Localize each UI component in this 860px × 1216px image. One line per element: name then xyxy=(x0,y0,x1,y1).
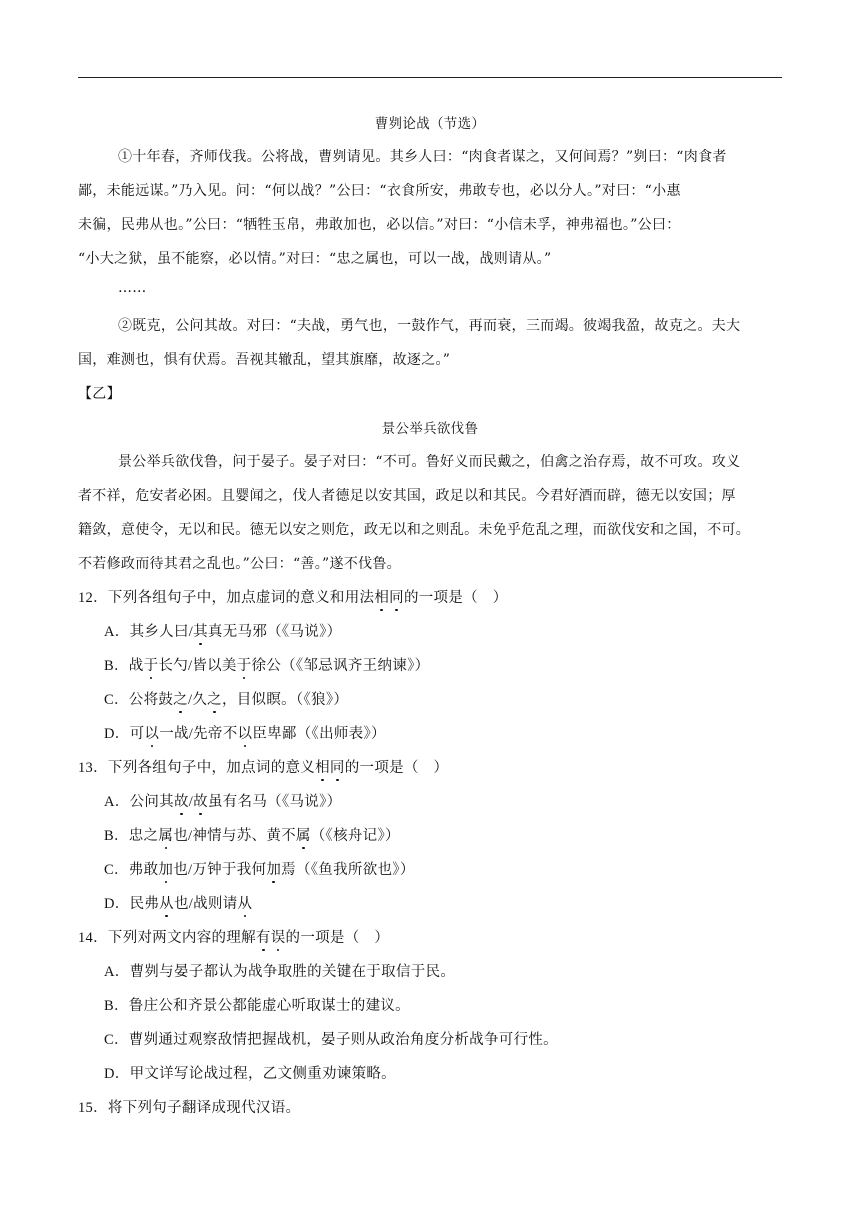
stem-text: 12．下列各组句子中，加点虚词的意义和用法 xyxy=(78,590,375,606)
passage-jia-title: 曹刿论战（节选） xyxy=(374,116,486,132)
option-text: ，目似瞑。（《狼》） xyxy=(221,692,349,708)
question-12-option-d[interactable] xyxy=(104,722,386,743)
question-12-stem xyxy=(78,586,508,607)
option-text: 焉（《鱼我所欲也》） xyxy=(281,862,415,878)
dotted-word: 之 xyxy=(207,688,222,709)
passage-jia-ellipsis: …… xyxy=(118,280,147,296)
option-text: D．民弗 xyxy=(104,896,160,912)
question-14-option-d[interactable]: D．甲文详写论战过程，乙文侧重劝谏策略。 xyxy=(104,1066,396,1082)
question-12-option-a[interactable] xyxy=(104,620,341,641)
header-rule xyxy=(78,77,782,78)
emphasis-char: 同 xyxy=(330,756,345,777)
dotted-word: 属 xyxy=(158,824,173,845)
passage-jia-line-1: ①十年春，齐师伐我。公将战，曹刿请见。其乡人曰：“肉食者谋之，又何间焉？”刿曰：“肉食者 xyxy=(118,149,727,165)
option-text: C．弗敢 xyxy=(104,862,159,878)
emphasis-char: 相 xyxy=(374,586,389,607)
emphasis-char: 同 xyxy=(389,586,404,607)
passage-jia-line-4: “小大之狱，虽不能察，必以情。”对曰：“忠之属也，可以一战，战则请从。” xyxy=(78,251,552,267)
passage-yi-line-3: 籍敛，意使令，无以和民。德无以安之则危，政无以和之则乱。未免乎危乱之理，而欲伐安和之国，不可。 xyxy=(78,522,751,538)
dotted-word: 加 xyxy=(266,858,281,879)
passage-jia-line-3: 未徧，民弗从也。”公曰：“牺牲玉帛，弗敢加也，必以信。”对曰：“小信未孚，神弗福也。”公曰： xyxy=(78,217,681,233)
question-13-option-a[interactable] xyxy=(104,790,341,811)
section-label-yi: 【乙】 xyxy=(78,385,121,401)
question-12-option-b[interactable] xyxy=(104,654,429,675)
option-text: / xyxy=(188,794,194,810)
question-14-option-b[interactable]: B．鲁庄公和齐景公都能虚心听取谋士的建议。 xyxy=(104,998,410,1014)
passage-jia-line-6: 国，难测也，惧有伏焉。吾视其辙乱，望其旗靡，故逐之。” xyxy=(78,352,451,368)
question-13-stem xyxy=(78,756,448,777)
option-text: 其乡人曰/ xyxy=(129,624,194,640)
option-text: 长勺/皆以美 xyxy=(158,658,237,674)
dotted-word: 从 xyxy=(159,892,174,913)
stem-text: 14．下列对两文内容的理解 xyxy=(78,930,256,946)
dotted-word: 于 xyxy=(237,654,252,675)
dotted-word: 以 xyxy=(238,722,253,743)
dotted-word: 故 xyxy=(174,790,189,811)
question-14-stem xyxy=(78,926,389,947)
dotted-word: 之 xyxy=(173,688,188,709)
passage-jia-line-2: 鄙，未能远谋。”乃入见。问：“何以战？”公曰：“衣食所安，弗敢专也，必以分人。”对曰：“小惠 xyxy=(78,183,681,199)
option-text: A．公问其 xyxy=(104,794,174,810)
emphasis-char: 相 xyxy=(315,756,330,777)
question-14-option-c[interactable]: C．曹刿通过观察敌情把握战机，晏子则从政治角度分析战争可行性。 xyxy=(104,1032,558,1048)
emphasis-char: 有 xyxy=(256,926,271,947)
passage-yi-line-1: 景公举兵欲伐鲁，问于晏子。晏子对曰：“不可。鲁好义而民戴之，伯禽之治存焉，故不可攻。攻义 xyxy=(118,454,741,470)
dotted-word: 其 xyxy=(193,620,208,641)
passage-jia-line-5: ②既克，公问其故。对曰：“夫战，勇气也，一鼓作气，再而衰，三而竭。彼竭我盈，故克之。夫大 xyxy=(118,318,741,334)
passage-yi-line-2: 者不祥，危安者必困。且婴闻之，伐人者德足以安其国，政足以和其民。今君好酒而辟，德无以安国；厚 xyxy=(78,488,736,504)
option-text: B．忠之 xyxy=(104,828,159,844)
option-text: （《核舟记》） xyxy=(310,828,400,844)
option-text: 徐公（《邹忌讽齐王纳谏》） xyxy=(251,658,430,674)
stem-text: 的一项是（ ） xyxy=(344,760,449,776)
dotted-word: 属 xyxy=(296,824,311,845)
emphasis-char: 误 xyxy=(271,926,286,947)
option-text: D．可 xyxy=(104,726,145,742)
question-12-option-c[interactable] xyxy=(104,688,348,709)
option-text: 也/战则请 xyxy=(173,896,238,912)
option-text: A． xyxy=(104,624,130,640)
option-text: 真无马邪（《马说》） xyxy=(207,624,342,640)
passage-yi-title: 景公举兵欲伐鲁 xyxy=(381,421,479,437)
option-text: 虽有名马（《马说》） xyxy=(207,794,342,810)
question-15-stem: 15．将下列句子翻译成现代汉语。 xyxy=(78,1100,301,1116)
question-14-option-a[interactable]: A．曹刿与晏子都认为战争取胜的关键在于取信于民。 xyxy=(104,964,456,980)
option-text: 臣卑鄙（《出师表》） xyxy=(252,726,386,742)
question-13-option-c[interactable] xyxy=(104,858,415,879)
passage-yi-line-4: 不若修政而待其君之乱也。”公曰：“善。”遂不伐鲁。 xyxy=(78,556,401,572)
question-13-option-d[interactable] xyxy=(104,892,252,913)
option-text: C．公将鼓 xyxy=(104,692,174,708)
option-text: 一战/先帝不 xyxy=(159,726,238,742)
dotted-word: 故 xyxy=(193,790,208,811)
stem-text: 的一项是（ ） xyxy=(403,590,508,606)
question-13-option-b[interactable] xyxy=(104,824,400,845)
dotted-word: 以 xyxy=(144,722,159,743)
option-text: 也/万钟于我何 xyxy=(173,862,267,878)
dotted-word: 从 xyxy=(238,892,253,913)
option-text: B．战 xyxy=(104,658,144,674)
dotted-word: 于 xyxy=(144,654,159,675)
option-text: 也/神情与苏、黄不 xyxy=(173,828,296,844)
stem-text: 13．下列各组句子中，加点词的意义 xyxy=(78,760,316,776)
stem-text: 的一项是（ ） xyxy=(285,930,390,946)
option-text: /久 xyxy=(187,692,208,708)
dotted-word: 加 xyxy=(158,858,173,879)
